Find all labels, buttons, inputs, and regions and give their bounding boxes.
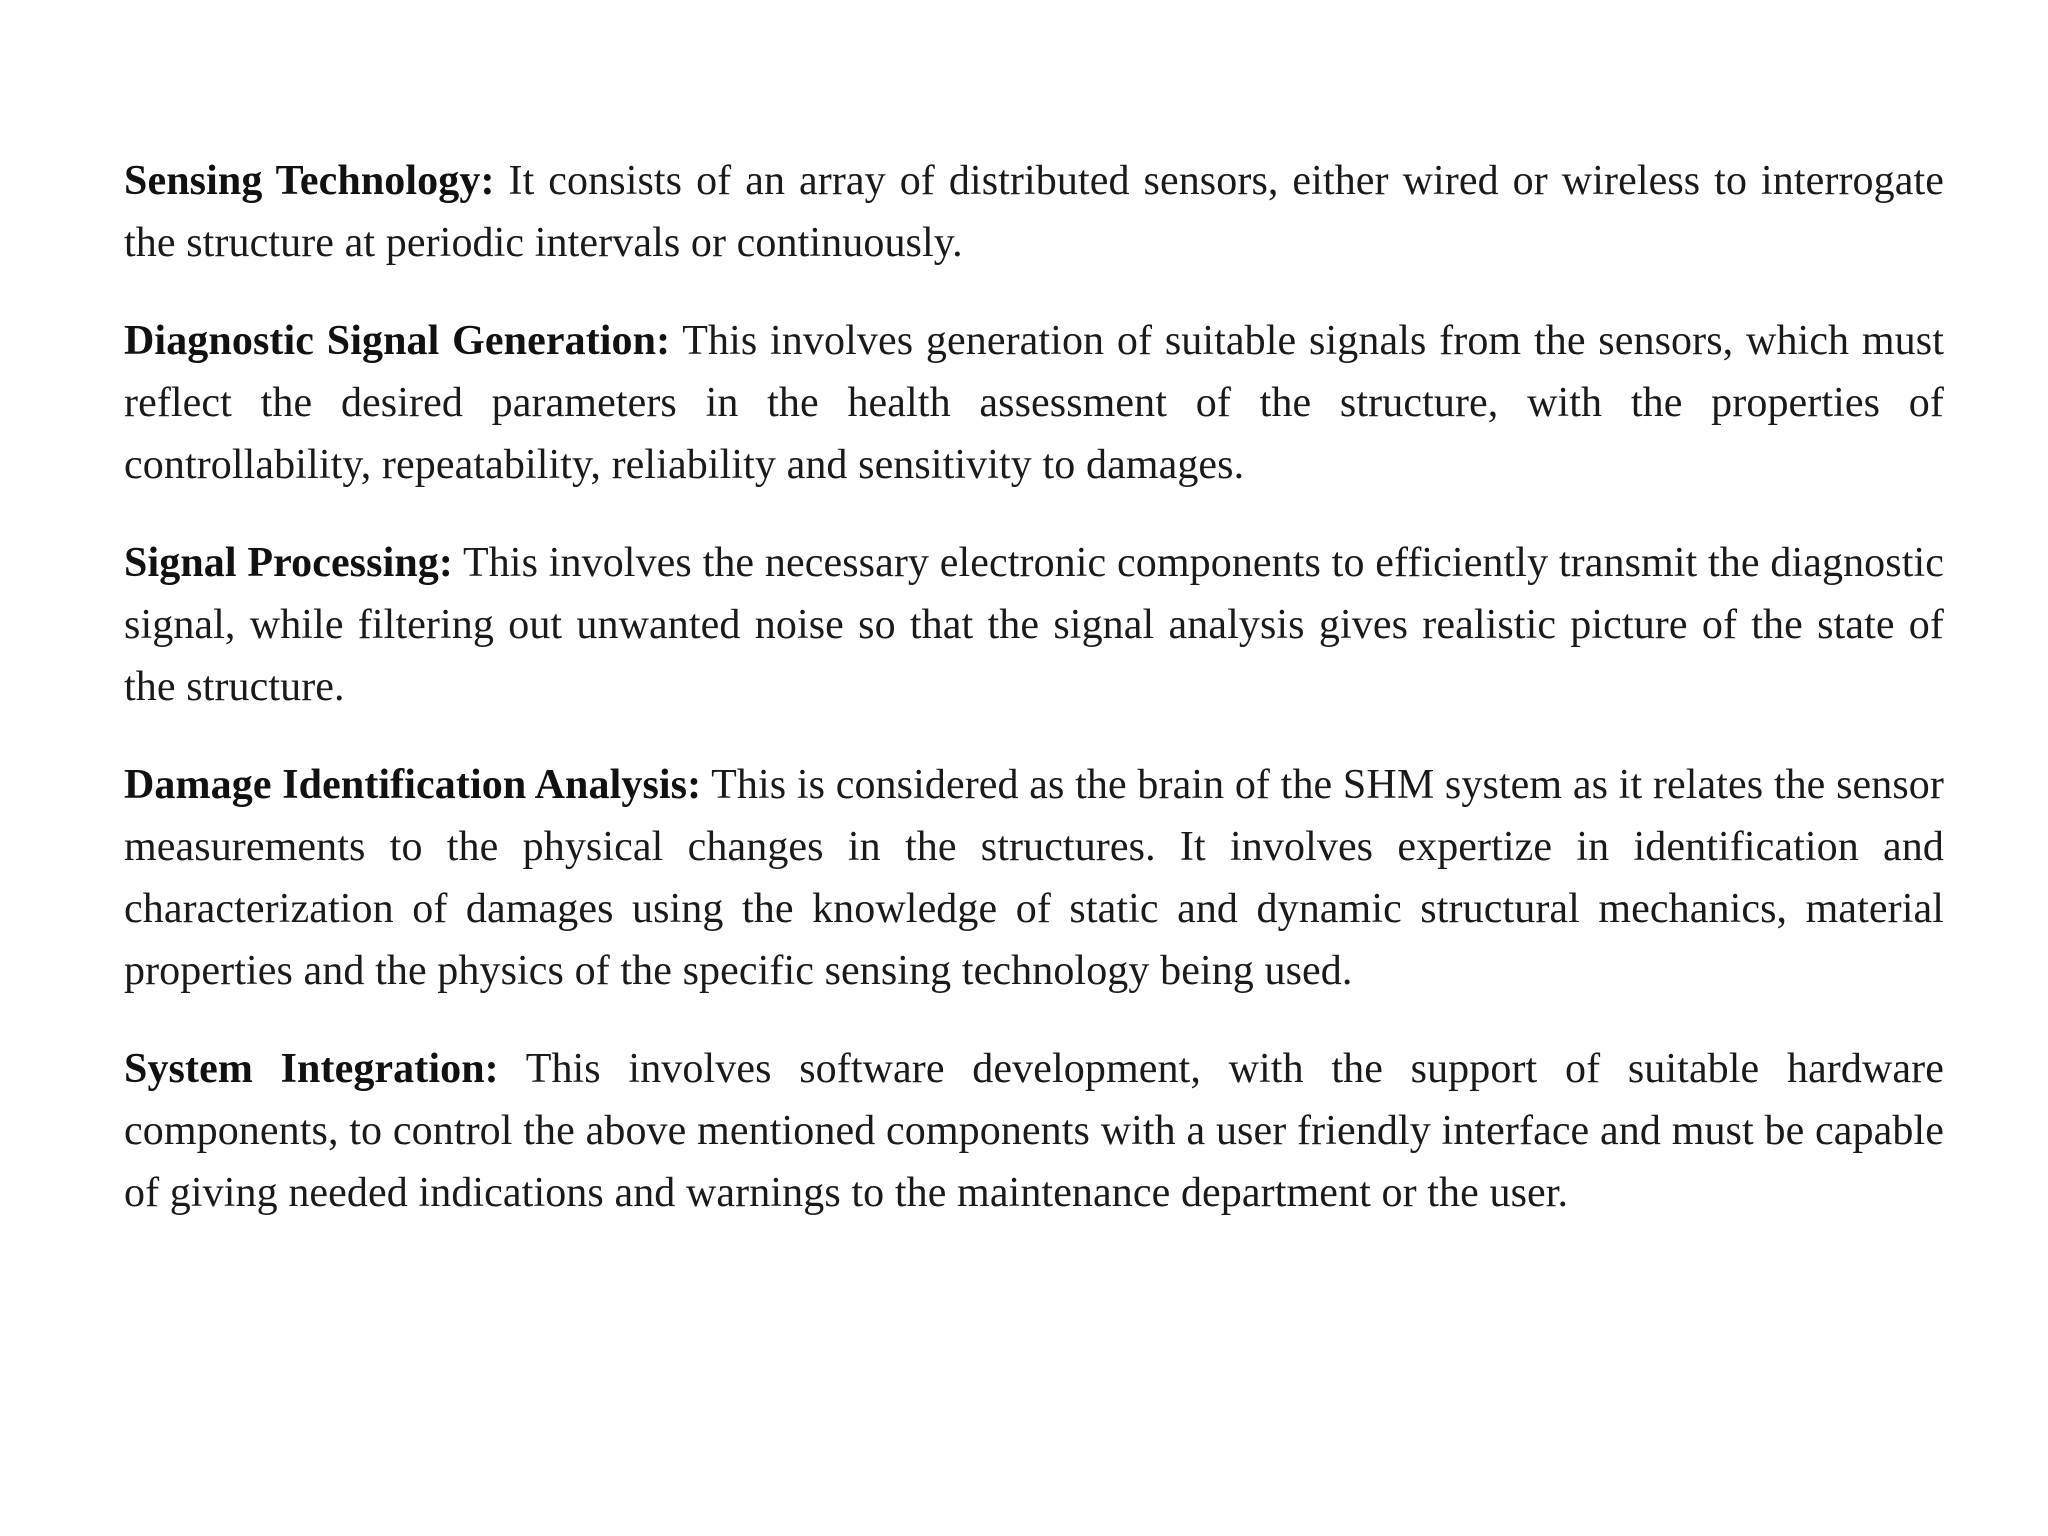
term-sensing-technology: Sensing Technology: xyxy=(124,158,495,204)
paragraph-diagnostic-signal-generation xyxy=(124,310,1944,496)
description-damage-identification-analysis: This is considered as the brain of the SHM system as it relates the sensor measurements to the physical changes in the structures. It involves expertize in identification and characterization of damages using the knowledge of static and dynamic structural mechanics, material properties and the physics of the specific sensing technology being used. xyxy=(124,762,1944,994)
description-system-integration: This involves software development, with the support of suitable hardware components, to control the above mentioned components with a user friendly interface and must be capable of giving needed indications and warnings to the maintenance department or the user. xyxy=(124,1046,1944,1216)
paragraph-sensing-technology xyxy=(124,150,1944,274)
paragraph-signal-processing xyxy=(124,532,1944,718)
paragraph-system-integration xyxy=(124,1038,1944,1224)
paragraph-damage-identification-analysis xyxy=(124,754,1944,1002)
description-diagnostic-signal-generation: This involves generation of suitable signals from the sensors, which must reflect the desired parameters in the health assessment of the structure, with the properties of controllability, repeatability, reliability and sensitivity to damages. xyxy=(124,318,1944,488)
term-system-integration: System Integration: xyxy=(124,1046,499,1092)
term-diagnostic-signal-generation: Diagnostic Signal Generation: xyxy=(124,318,671,364)
term-damage-identification-analysis: Damage Identification Analysis: xyxy=(124,762,702,808)
term-signal-processing: Signal Processing: xyxy=(124,540,453,586)
description-signal-processing: This involves the necessary electronic components to efficiently transmit the diagnostic signal, while filtering out unwanted noise so that the signal analysis gives realistic picture of the state of the structure. xyxy=(124,540,1944,710)
document-page xyxy=(124,150,1944,1260)
description-sensing-technology: It consists of an array of distributed sensors, either wired or wireless to interrogate the structure at periodic intervals or continuously. xyxy=(124,158,1944,266)
